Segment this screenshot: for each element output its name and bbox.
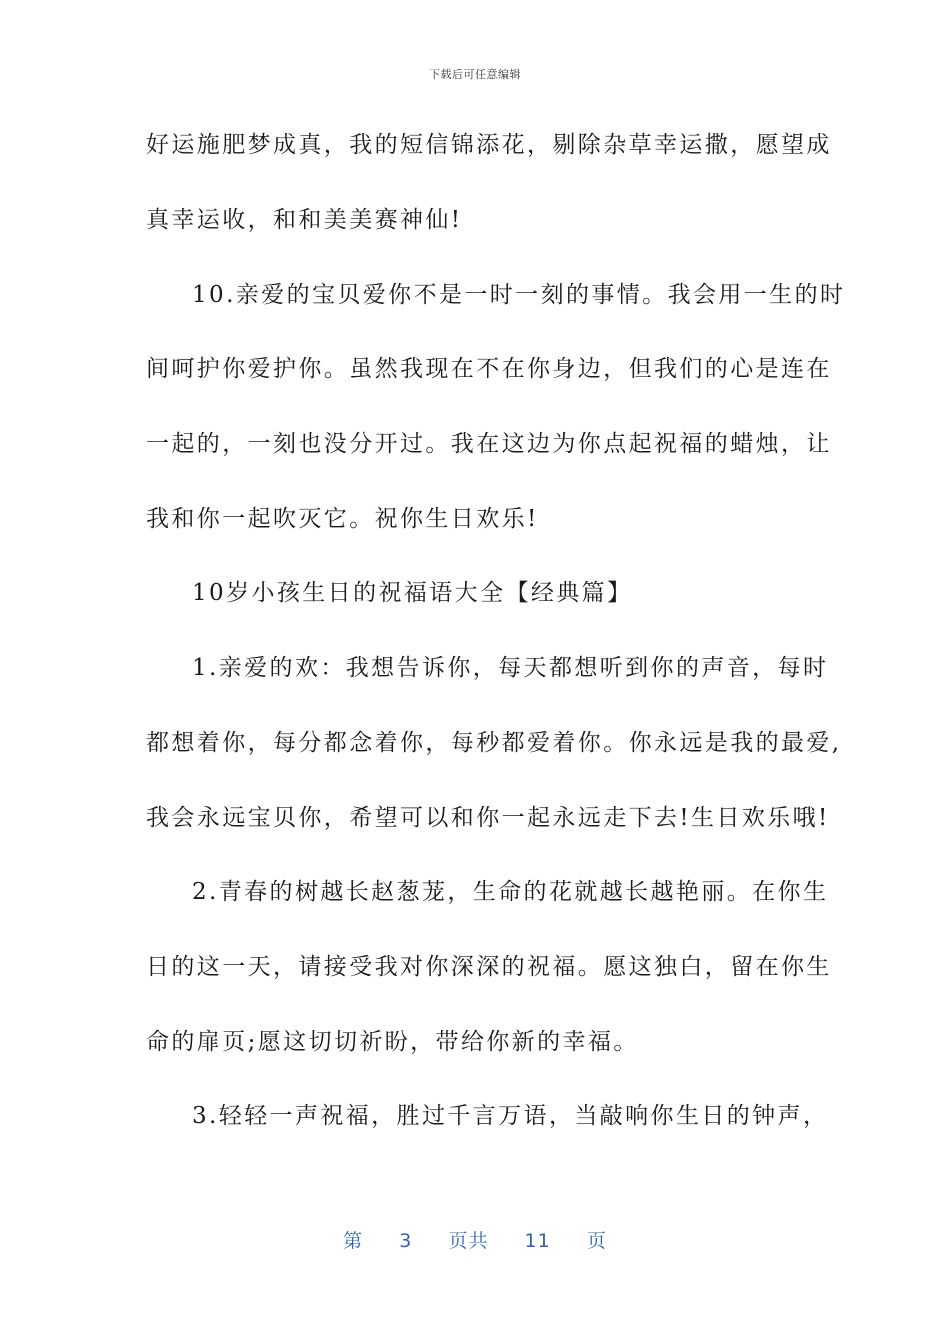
- text-line: 真幸运收，和和美美赛神仙!: [146, 207, 463, 233]
- text-line: 日的这一天，请接受我对你深深的祝福。愿这独白，留在你生: [146, 954, 832, 980]
- section-heading: 10岁小孩生日的祝福语大全【经典篇】: [192, 580, 633, 606]
- text-line: 好运施肥梦成真，我的短信锦添花，剔除杂草幸运撒，愿望成: [146, 132, 832, 158]
- text-line: 都想着你，每分都念着你，每秒都爱着你。你永远是我的最爱,: [146, 730, 842, 756]
- paragraph-start-line: 2.青春的树越长赵葱茏，生命的花就越长越艳丽。在你生: [192, 879, 829, 905]
- text-line: 我会永远宝贝你，希望可以和你一起永远走下去!生日欢乐哦!: [146, 805, 830, 831]
- current-page-number: 3: [399, 1230, 413, 1252]
- footer-suffix: 页: [586, 1230, 607, 1252]
- text-line: 命的扉页;愿这切切祈盼，带给你新的幸福。: [146, 1029, 639, 1055]
- paragraph-start-line: 3.轻轻一声祝福，胜过千言万语，当敲响你生日的钟声，: [192, 1103, 829, 1129]
- page-footer: [0, 1226, 950, 1253]
- text-line: 间呵护你爱护你。虽然我现在不在你身边，但我们的心是连在: [146, 356, 832, 382]
- paragraph-start-line: 1.亲爱的欢：我想告诉你，每天都想听到你的声音，每时: [192, 655, 829, 681]
- page-header: 下载后可任意编辑: [429, 68, 521, 81]
- footer-middle: 页共: [448, 1230, 489, 1252]
- footer-prefix: 第: [343, 1230, 364, 1252]
- paragraph-start-line: 10.亲爱的宝贝爱你不是一时一刻的事情。我会用一生的时: [192, 282, 846, 308]
- text-line: 一起的，一刻也没分开过。我在这边为你点起祝福的蜡烛，让: [146, 431, 832, 457]
- text-line: 我和你一起吹灭它。祝你生日欢乐!: [146, 506, 539, 532]
- total-pages-number: 11: [524, 1230, 551, 1252]
